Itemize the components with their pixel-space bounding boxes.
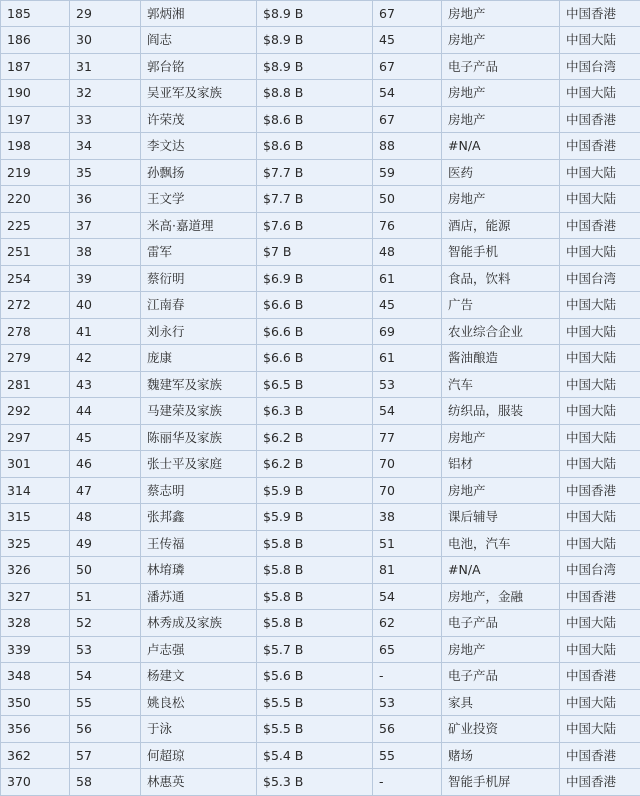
name-cell: 蔡衍明 xyxy=(141,265,257,292)
global-rank-cell: 325 xyxy=(1,530,70,557)
industry-cell: 电池，汽车 xyxy=(442,530,560,557)
industry-cell: 房地产，金融 xyxy=(442,583,560,610)
net-worth-cell: $6.6 B xyxy=(257,318,373,345)
net-worth-cell: $8.9 B xyxy=(257,27,373,54)
age-cell: 67 xyxy=(373,106,442,133)
table-row xyxy=(1,530,640,557)
region-cell: 中国台湾 xyxy=(560,265,640,292)
global-rank-cell: 315 xyxy=(1,504,70,531)
rank-cell: 45 xyxy=(70,424,141,451)
global-rank-cell: 219 xyxy=(1,159,70,186)
name-cell: 孙飘扬 xyxy=(141,159,257,186)
rank-cell: 35 xyxy=(70,159,141,186)
industry-cell: 智能手机屏 xyxy=(442,769,560,796)
net-worth-cell: $5.5 B xyxy=(257,716,373,743)
age-cell: 70 xyxy=(373,451,442,478)
name-cell: 李文达 xyxy=(141,133,257,160)
name-cell: 王传福 xyxy=(141,530,257,557)
net-worth-cell: $6.5 B xyxy=(257,371,373,398)
global-rank-cell: 292 xyxy=(1,398,70,425)
table-row xyxy=(1,318,640,345)
region-cell: 中国大陆 xyxy=(560,451,640,478)
age-cell: 77 xyxy=(373,424,442,451)
name-cell: 何超琼 xyxy=(141,742,257,769)
age-cell: 53 xyxy=(373,689,442,716)
global-rank-cell: 348 xyxy=(1,663,70,690)
name-cell: 魏建军及家族 xyxy=(141,371,257,398)
age-cell: 65 xyxy=(373,636,442,663)
table-row xyxy=(1,27,640,54)
table-row xyxy=(1,689,640,716)
name-cell: 吴亚军及家族 xyxy=(141,80,257,107)
net-worth-cell: $5.8 B xyxy=(257,530,373,557)
industry-cell: 酒店，能源 xyxy=(442,212,560,239)
name-cell: 姚良松 xyxy=(141,689,257,716)
global-rank-cell: 297 xyxy=(1,424,70,451)
rank-cell: 53 xyxy=(70,636,141,663)
industry-cell: 农业综合企业 xyxy=(442,318,560,345)
rank-cell: 44 xyxy=(70,398,141,425)
table-row xyxy=(1,636,640,663)
industry-cell: 赌场 xyxy=(442,742,560,769)
age-cell: 55 xyxy=(373,742,442,769)
net-worth-cell: $5.8 B xyxy=(257,557,373,584)
name-cell: 张士平及家庭 xyxy=(141,451,257,478)
region-cell: 中国大陆 xyxy=(560,159,640,186)
industry-cell: 智能手机 xyxy=(442,239,560,266)
age-cell: 59 xyxy=(373,159,442,186)
name-cell: 蔡志明 xyxy=(141,477,257,504)
name-cell: 陈丽华及家族 xyxy=(141,424,257,451)
industry-cell: 房地产 xyxy=(442,106,560,133)
global-rank-cell: 327 xyxy=(1,583,70,610)
global-rank-cell: 220 xyxy=(1,186,70,213)
region-cell: 中国大陆 xyxy=(560,530,640,557)
global-rank-cell: 198 xyxy=(1,133,70,160)
global-rank-cell: 328 xyxy=(1,610,70,637)
rank-cell: 55 xyxy=(70,689,141,716)
name-cell: 雷军 xyxy=(141,239,257,266)
rank-cell: 54 xyxy=(70,663,141,690)
age-cell: 61 xyxy=(373,265,442,292)
net-worth-cell: $7.7 B xyxy=(257,186,373,213)
region-cell: 中国大陆 xyxy=(560,80,640,107)
net-worth-cell: $5.7 B xyxy=(257,636,373,663)
region-cell: 中国台湾 xyxy=(560,557,640,584)
name-cell: 潘苏通 xyxy=(141,583,257,610)
net-worth-cell: $5.4 B xyxy=(257,742,373,769)
global-rank-cell: 281 xyxy=(1,371,70,398)
rank-cell: 38 xyxy=(70,239,141,266)
age-cell: 54 xyxy=(373,398,442,425)
industry-cell: 房地产 xyxy=(442,186,560,213)
age-cell: 70 xyxy=(373,477,442,504)
table-row xyxy=(1,265,640,292)
name-cell: 郭台铭 xyxy=(141,53,257,80)
table-row xyxy=(1,80,640,107)
name-cell: 许荣茂 xyxy=(141,106,257,133)
net-worth-cell: $7 B xyxy=(257,239,373,266)
net-worth-cell: $8.6 B xyxy=(257,133,373,160)
table-row xyxy=(1,504,640,531)
name-cell: 杨建文 xyxy=(141,663,257,690)
region-cell: 中国大陆 xyxy=(560,345,640,372)
table-row xyxy=(1,769,640,796)
rank-cell: 51 xyxy=(70,583,141,610)
name-cell: 江南春 xyxy=(141,292,257,319)
region-cell: 中国香港 xyxy=(560,477,640,504)
region-cell: 中国大陆 xyxy=(560,186,640,213)
name-cell: 林秀成及家族 xyxy=(141,610,257,637)
table-row xyxy=(1,159,640,186)
rank-cell: 31 xyxy=(70,53,141,80)
region-cell: 中国香港 xyxy=(560,742,640,769)
industry-cell: 汽车 xyxy=(442,371,560,398)
rank-cell: 57 xyxy=(70,742,141,769)
table-row xyxy=(1,345,640,372)
industry-cell: #N/A xyxy=(442,557,560,584)
table-row xyxy=(1,186,640,213)
table-row xyxy=(1,424,640,451)
table-row xyxy=(1,1,640,27)
rank-cell: 32 xyxy=(70,80,141,107)
global-rank-cell: 272 xyxy=(1,292,70,319)
age-cell: 67 xyxy=(373,53,442,80)
name-cell: 郭炳湘 xyxy=(141,1,257,27)
region-cell: 中国大陆 xyxy=(560,504,640,531)
name-cell: 阎志 xyxy=(141,27,257,54)
global-rank-cell: 339 xyxy=(1,636,70,663)
global-rank-cell: 314 xyxy=(1,477,70,504)
region-cell: 中国大陆 xyxy=(560,610,640,637)
rank-cell: 30 xyxy=(70,27,141,54)
age-cell: 56 xyxy=(373,716,442,743)
region-cell: 中国香港 xyxy=(560,133,640,160)
net-worth-cell: $6.6 B xyxy=(257,292,373,319)
global-rank-cell: 251 xyxy=(1,239,70,266)
table-row xyxy=(1,239,640,266)
region-cell: 中国香港 xyxy=(560,212,640,239)
table-row xyxy=(1,742,640,769)
region-cell: 中国大陆 xyxy=(560,318,640,345)
net-worth-cell: $6.2 B xyxy=(257,451,373,478)
rank-cell: 40 xyxy=(70,292,141,319)
global-rank-cell: 326 xyxy=(1,557,70,584)
table-row xyxy=(1,212,640,239)
industry-cell: 房地产 xyxy=(442,424,560,451)
industry-cell: 食品，饮料 xyxy=(442,265,560,292)
table-row xyxy=(1,477,640,504)
net-worth-cell: $5.5 B xyxy=(257,689,373,716)
global-rank-cell: 186 xyxy=(1,27,70,54)
industry-cell: 课后辅导 xyxy=(442,504,560,531)
age-cell: 54 xyxy=(373,583,442,610)
industry-cell: #N/A xyxy=(442,133,560,160)
name-cell: 刘永行 xyxy=(141,318,257,345)
table-row xyxy=(1,106,640,133)
age-cell: - xyxy=(373,663,442,690)
net-worth-cell: $7.7 B xyxy=(257,159,373,186)
name-cell: 米高·嘉道理 xyxy=(141,212,257,239)
region-cell: 中国香港 xyxy=(560,106,640,133)
region-cell: 中国大陆 xyxy=(560,424,640,451)
table-body xyxy=(1,1,640,796)
region-cell: 中国大陆 xyxy=(560,689,640,716)
industry-cell: 家具 xyxy=(442,689,560,716)
industry-cell: 房地产 xyxy=(442,1,560,27)
global-rank-cell: 225 xyxy=(1,212,70,239)
age-cell: 50 xyxy=(373,186,442,213)
net-worth-cell: $6.2 B xyxy=(257,424,373,451)
region-cell: 中国大陆 xyxy=(560,398,640,425)
net-worth-cell: $5.9 B xyxy=(257,504,373,531)
name-cell: 张邦鑫 xyxy=(141,504,257,531)
global-rank-cell: 197 xyxy=(1,106,70,133)
region-cell: 中国香港 xyxy=(560,583,640,610)
rank-cell: 37 xyxy=(70,212,141,239)
region-cell: 中国台湾 xyxy=(560,53,640,80)
age-cell: 53 xyxy=(373,371,442,398)
table-row xyxy=(1,583,640,610)
region-cell: 中国大陆 xyxy=(560,716,640,743)
rank-cell: 46 xyxy=(70,451,141,478)
net-worth-cell: $6.3 B xyxy=(257,398,373,425)
table-row xyxy=(1,53,640,80)
global-rank-cell: 362 xyxy=(1,742,70,769)
region-cell: 中国香港 xyxy=(560,1,640,27)
table-row xyxy=(1,371,640,398)
name-cell: 王文学 xyxy=(141,186,257,213)
industry-cell: 房地产 xyxy=(442,80,560,107)
table-row xyxy=(1,292,640,319)
rank-cell: 48 xyxy=(70,504,141,531)
age-cell: 81 xyxy=(373,557,442,584)
age-cell: - xyxy=(373,769,442,796)
net-worth-cell: $8.6 B xyxy=(257,106,373,133)
age-cell: 48 xyxy=(373,239,442,266)
table-row xyxy=(1,133,640,160)
region-cell: 中国大陆 xyxy=(560,239,640,266)
age-cell: 38 xyxy=(373,504,442,531)
rank-cell: 42 xyxy=(70,345,141,372)
rank-cell: 29 xyxy=(70,1,141,27)
industry-cell: 电子产品 xyxy=(442,663,560,690)
region-cell: 中国大陆 xyxy=(560,292,640,319)
net-worth-cell: $7.6 B xyxy=(257,212,373,239)
region-cell: 中国大陆 xyxy=(560,27,640,54)
net-worth-cell: $5.3 B xyxy=(257,769,373,796)
name-cell: 庞康 xyxy=(141,345,257,372)
global-rank-cell: 185 xyxy=(1,1,70,27)
age-cell: 76 xyxy=(373,212,442,239)
table-row xyxy=(1,716,640,743)
net-worth-cell: $8.8 B xyxy=(257,80,373,107)
region-cell: 中国香港 xyxy=(560,663,640,690)
age-cell: 61 xyxy=(373,345,442,372)
net-worth-cell: $5.8 B xyxy=(257,610,373,637)
net-worth-cell: $6.9 B xyxy=(257,265,373,292)
rank-cell: 41 xyxy=(70,318,141,345)
industry-cell: 矿业投资 xyxy=(442,716,560,743)
region-cell: 中国大陆 xyxy=(560,636,640,663)
global-rank-cell: 279 xyxy=(1,345,70,372)
industry-cell: 广告 xyxy=(442,292,560,319)
global-rank-cell: 278 xyxy=(1,318,70,345)
industry-cell: 医药 xyxy=(442,159,560,186)
global-rank-cell: 350 xyxy=(1,689,70,716)
rank-cell: 47 xyxy=(70,477,141,504)
rank-cell: 56 xyxy=(70,716,141,743)
industry-cell: 纺织品，服装 xyxy=(442,398,560,425)
net-worth-cell: $6.6 B xyxy=(257,345,373,372)
industry-cell: 房地产 xyxy=(442,477,560,504)
industry-cell: 电子产品 xyxy=(442,53,560,80)
name-cell: 马建荣及家族 xyxy=(141,398,257,425)
rank-cell: 36 xyxy=(70,186,141,213)
net-worth-cell: $8.9 B xyxy=(257,1,373,27)
table-row xyxy=(1,398,640,425)
table-row xyxy=(1,610,640,637)
age-cell: 51 xyxy=(373,530,442,557)
region-cell: 中国香港 xyxy=(560,769,640,796)
age-cell: 69 xyxy=(373,318,442,345)
rank-cell: 58 xyxy=(70,769,141,796)
rank-cell: 34 xyxy=(70,133,141,160)
name-cell: 林惠英 xyxy=(141,769,257,796)
name-cell: 林堉璘 xyxy=(141,557,257,584)
age-cell: 54 xyxy=(373,80,442,107)
rank-cell: 52 xyxy=(70,610,141,637)
net-worth-cell: $5.8 B xyxy=(257,583,373,610)
net-worth-cell: $5.9 B xyxy=(257,477,373,504)
global-rank-cell: 187 xyxy=(1,53,70,80)
global-rank-cell: 356 xyxy=(1,716,70,743)
table-row xyxy=(1,557,640,584)
industry-cell: 电子产品 xyxy=(442,610,560,637)
net-worth-cell: $5.6 B xyxy=(257,663,373,690)
table-row xyxy=(1,451,640,478)
industry-cell: 房地产 xyxy=(442,27,560,54)
rank-cell: 49 xyxy=(70,530,141,557)
industry-cell: 房地产 xyxy=(442,636,560,663)
age-cell: 45 xyxy=(373,292,442,319)
age-cell: 62 xyxy=(373,610,442,637)
rank-cell: 33 xyxy=(70,106,141,133)
region-cell: 中国大陆 xyxy=(560,371,640,398)
age-cell: 67 xyxy=(373,1,442,27)
age-cell: 88 xyxy=(373,133,442,160)
net-worth-cell: $8.9 B xyxy=(257,53,373,80)
industry-cell: 酱油酿造 xyxy=(442,345,560,372)
age-cell: 45 xyxy=(373,27,442,54)
name-cell: 于泳 xyxy=(141,716,257,743)
rank-cell: 50 xyxy=(70,557,141,584)
industry-cell: 铝材 xyxy=(442,451,560,478)
rank-cell: 39 xyxy=(70,265,141,292)
global-rank-cell: 190 xyxy=(1,80,70,107)
name-cell: 卢志强 xyxy=(141,636,257,663)
table-row xyxy=(1,663,640,690)
rank-cell: 43 xyxy=(70,371,141,398)
global-rank-cell: 254 xyxy=(1,265,70,292)
global-rank-cell: 370 xyxy=(1,769,70,796)
global-rank-cell: 301 xyxy=(1,451,70,478)
